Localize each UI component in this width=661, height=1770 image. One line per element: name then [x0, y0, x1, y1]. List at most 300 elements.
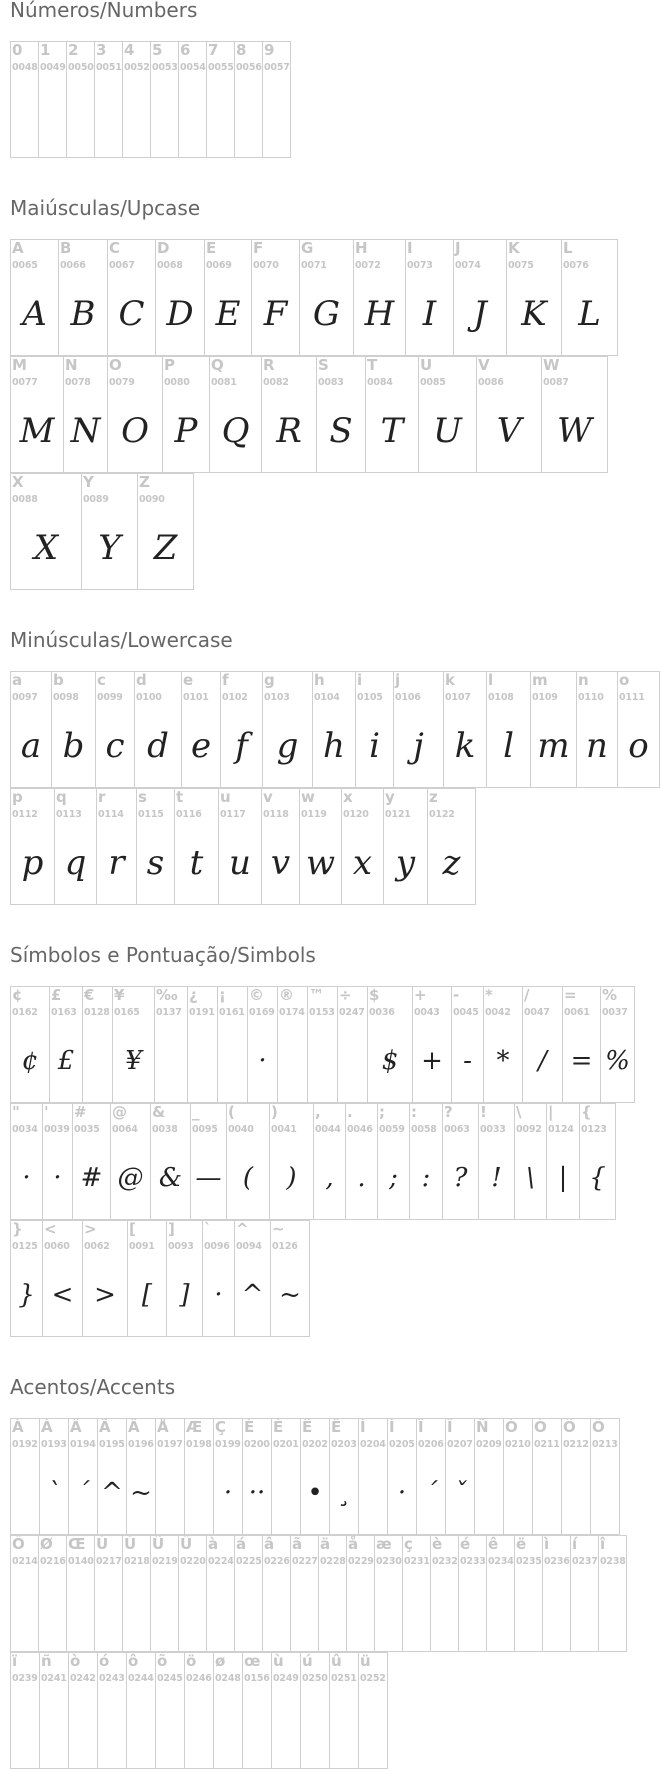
- character-label: Õ: [592, 1418, 605, 1436]
- character-label: <: [44, 1220, 57, 1238]
- glyph-cell: [181, 671, 221, 788]
- character-code: 0053: [152, 62, 178, 73]
- character-label: Ö: [12, 1535, 25, 1553]
- character-label: œ: [244, 1652, 261, 1670]
- glyph-cell: [541, 356, 608, 473]
- character-code: 0116: [176, 809, 202, 820]
- glyph-sample: z: [442, 843, 461, 883]
- glyph-cell: [204, 239, 252, 356]
- character-code: 0174: [279, 1007, 305, 1018]
- glyph-sample: <: [51, 1280, 74, 1310]
- character-code: 0102: [222, 692, 248, 703]
- glyph-cell: [150, 41, 179, 158]
- glyph-cell: [277, 986, 308, 1103]
- character-label: d: [136, 671, 147, 689]
- character-code: 0203: [331, 1439, 357, 1450]
- glyph-cell: [514, 1103, 547, 1220]
- glyph-sample: [599, 1580, 626, 1640]
- character-code: 0244: [128, 1673, 154, 1684]
- glyph-sample: [185, 1463, 213, 1523]
- glyph-sample: *: [496, 1046, 510, 1076]
- character-code: 0041: [271, 1124, 297, 1135]
- character-code: 0224: [208, 1556, 234, 1567]
- glyph-sample: g: [276, 726, 299, 766]
- character-code: 0107: [445, 692, 471, 703]
- character-code: 0248: [215, 1673, 241, 1684]
- glyph-sample: [188, 1031, 217, 1091]
- character-code: 0035: [74, 1124, 100, 1135]
- glyph-cell: [234, 1220, 271, 1337]
- character-label: Û: [152, 1535, 165, 1553]
- glyph-sample: N: [70, 411, 101, 451]
- glyph-cell: [590, 1418, 620, 1535]
- glyph-sample: }: [18, 1280, 35, 1310]
- character-code: 0094: [236, 1241, 262, 1252]
- glyph-sample: (: [242, 1163, 254, 1193]
- character-label: í: [572, 1535, 578, 1553]
- glyph-cell: [42, 1103, 73, 1220]
- character-label: Ê: [302, 1418, 313, 1436]
- glyph-sample: @: [117, 1163, 144, 1193]
- glyph-cell: [247, 986, 278, 1103]
- glyph-cell: [483, 986, 523, 1103]
- glyph-cell: [313, 1103, 346, 1220]
- glyph-cell: [476, 356, 542, 473]
- glyph-sample: O: [121, 411, 149, 451]
- glyph-sample: [40, 1697, 68, 1757]
- glyph-cell: [530, 671, 577, 788]
- character-label: +: [414, 986, 427, 1004]
- glyph-cell: [251, 239, 300, 356]
- character-code: 0214: [12, 1556, 38, 1567]
- glyph-cell: [318, 1535, 347, 1652]
- character-code: 0092: [516, 1124, 542, 1135]
- glyph-sample: [338, 1031, 367, 1091]
- glyph-cell: [522, 986, 563, 1103]
- character-code: 0198: [186, 1439, 212, 1450]
- glyph-cell: [316, 356, 366, 473]
- character-code: 0114: [98, 809, 124, 820]
- glyph-cell: [262, 1535, 291, 1652]
- character-label: ò: [70, 1652, 81, 1670]
- character-code: 0225: [236, 1556, 262, 1567]
- character-label: K: [508, 239, 520, 257]
- glyph-cell: [10, 788, 55, 905]
- character-code: 0238: [600, 1556, 626, 1567]
- glyph-cell: [337, 986, 368, 1103]
- glyph-sample: o: [628, 726, 649, 766]
- character-label: E: [206, 239, 217, 257]
- character-label: ñ: [41, 1652, 52, 1670]
- character-code: 0104: [314, 692, 340, 703]
- glyph-cell: [184, 1418, 214, 1535]
- glyph-sample: `: [47, 1478, 61, 1508]
- accents-row-1: [10, 1418, 620, 1535]
- glyph-cell: [155, 1652, 185, 1769]
- glyph-sample: Z: [153, 528, 178, 568]
- glyph-sample: l: [503, 726, 514, 766]
- character-label: :: [411, 1103, 417, 1121]
- character-code: 0239: [12, 1673, 38, 1684]
- character-code: 0218: [124, 1556, 150, 1567]
- glyph-sample: [156, 1463, 184, 1523]
- character-label: Ô: [563, 1418, 576, 1436]
- glyph-sample: ?: [453, 1163, 468, 1193]
- character-code: 0077: [12, 377, 38, 388]
- glyph-sample: H: [364, 294, 395, 334]
- glyph-sample: ¸: [337, 1478, 351, 1508]
- glyph-cell: [355, 671, 394, 788]
- character-label: ì: [544, 1535, 550, 1553]
- character-code: 0205: [389, 1439, 415, 1450]
- glyph-sample: [67, 1580, 94, 1640]
- character-label: q: [56, 788, 67, 806]
- character-label: r: [98, 788, 106, 806]
- character-label: ;: [379, 1103, 385, 1121]
- character-code: 0083: [318, 377, 344, 388]
- character-code: 0098: [53, 692, 79, 703]
- character-code: 0211: [534, 1439, 560, 1450]
- glyph-cell: [174, 788, 219, 905]
- glyph-sample: [123, 1580, 150, 1640]
- character-label: C: [109, 239, 121, 257]
- glyph-cell: [66, 41, 95, 158]
- glyph-cell: [10, 986, 50, 1103]
- glyph-sample: [98, 1697, 126, 1757]
- glyph-cell: [166, 1220, 203, 1337]
- glyph-sample: ´: [424, 1478, 438, 1508]
- glyph-sample: [330, 1697, 358, 1757]
- glyph-sample: a: [20, 726, 42, 766]
- glyph-cell: [178, 1535, 207, 1652]
- character-code: 0097: [12, 692, 38, 703]
- character-code: 0091: [129, 1241, 155, 1252]
- character-label: M: [12, 356, 27, 374]
- character-label: W: [543, 356, 560, 374]
- character-label: Ì: [360, 1418, 366, 1436]
- character-label: Y: [83, 473, 94, 491]
- glyph-sample: ,: [325, 1163, 334, 1193]
- glyph-cell: [307, 986, 338, 1103]
- character-code: 0216: [40, 1556, 66, 1567]
- character-code: 0056: [236, 62, 262, 73]
- character-code: 0047: [524, 1007, 550, 1018]
- glyph-sample: L: [578, 294, 601, 334]
- glyph-sample: ~: [279, 1280, 301, 1310]
- glyph-sample: M: [19, 411, 55, 451]
- lowercase-row-1: [10, 671, 660, 788]
- character-code: 0060: [44, 1241, 70, 1252]
- character-label: õ: [157, 1652, 168, 1670]
- glyph-cell: [97, 1652, 127, 1769]
- character-label: ö: [186, 1652, 197, 1670]
- character-label: á: [236, 1535, 247, 1553]
- character-code: 0241: [41, 1673, 67, 1684]
- character-label: Ø: [40, 1535, 53, 1553]
- character-code: 0137: [156, 1007, 182, 1018]
- character-label: w: [301, 788, 315, 806]
- character-code: 0096: [204, 1241, 230, 1252]
- character-code: 0063: [444, 1124, 470, 1135]
- character-label: é: [460, 1535, 471, 1553]
- character-label: â: [264, 1535, 275, 1553]
- glyph-sample: [235, 1580, 262, 1640]
- glyph-cell: [38, 1535, 67, 1652]
- glyph-sample: [155, 1031, 187, 1091]
- character-label: =: [564, 986, 577, 1004]
- glyph-cell: [58, 239, 108, 356]
- glyph-sample: [562, 1463, 590, 1523]
- character-code: 0080: [164, 377, 190, 388]
- glyph-sample: [69, 1697, 97, 1757]
- character-code: 0212: [563, 1439, 589, 1450]
- glyph-sample: [179, 86, 206, 146]
- character-label: Å: [157, 1418, 169, 1436]
- character-code: 0246: [186, 1673, 212, 1684]
- character-label: 4: [124, 41, 135, 59]
- character-code: 0048: [12, 62, 38, 73]
- glyph-cell: [427, 788, 476, 905]
- glyph-cell: [154, 986, 188, 1103]
- glyph-sample: [11, 86, 38, 146]
- glyph-cell: [412, 986, 452, 1103]
- character-label: Î: [418, 1418, 424, 1436]
- character-code: 0199: [215, 1439, 241, 1450]
- section-title-lowercase: Minúsculas/Lowercase: [10, 628, 233, 652]
- character-label: u: [220, 788, 231, 806]
- glyph-sample: [39, 1580, 66, 1640]
- glyph-sample: m: [537, 726, 570, 766]
- glyph-sample: [301, 1697, 329, 1757]
- character-code: 0059: [379, 1124, 405, 1135]
- glyph-sample: [403, 1580, 430, 1640]
- character-code: 0069: [206, 260, 232, 271]
- glyph-sample: u: [229, 843, 251, 883]
- character-label: $: [369, 986, 380, 1004]
- glyph-cell: [290, 1535, 319, 1652]
- character-label: ?: [444, 1103, 453, 1121]
- character-label: ,: [315, 1103, 321, 1121]
- glyph-sample: [272, 1463, 300, 1523]
- glyph-cell: [261, 356, 317, 473]
- glyph-sample: W: [557, 411, 592, 451]
- character-code: 0228: [320, 1556, 346, 1567]
- character-label: 8: [236, 41, 247, 59]
- character-code: 0197: [157, 1439, 183, 1450]
- character-label: Ù: [96, 1535, 109, 1553]
- glyph-sample: [156, 1697, 184, 1757]
- character-label: G: [301, 239, 314, 257]
- glyph-sample: t: [189, 843, 204, 883]
- character-label: À: [12, 1418, 24, 1436]
- glyph-sample: ^: [101, 1478, 123, 1508]
- character-label: H: [355, 239, 368, 257]
- glyph-sample: ~: [130, 1478, 152, 1508]
- glyph-sample: k: [454, 726, 476, 766]
- character-label: î: [600, 1535, 606, 1553]
- character-code: 0055: [208, 62, 234, 73]
- character-code: 0206: [418, 1439, 444, 1450]
- character-label: 0: [12, 41, 23, 59]
- character-code: 0074: [455, 260, 481, 271]
- glyph-sample: +: [421, 1046, 443, 1076]
- character-label: R: [263, 356, 275, 374]
- glyph-cell: [300, 1652, 330, 1769]
- character-code: 0232: [432, 1556, 458, 1567]
- character-code: 0217: [96, 1556, 122, 1567]
- glyph-sample: v: [270, 843, 291, 883]
- glyph-cell: [107, 356, 163, 473]
- character-code: 0243: [99, 1673, 125, 1684]
- character-label: Z: [139, 473, 150, 491]
- glyph-cell: [269, 1103, 314, 1220]
- glyph-sample: [504, 1463, 532, 1523]
- character-code: 0086: [478, 377, 504, 388]
- character-code: 0066: [60, 260, 86, 271]
- character-label: Â: [70, 1418, 82, 1436]
- upcase-row-3: [10, 473, 194, 590]
- character-code: 0245: [157, 1673, 183, 1684]
- character-code: 0040: [228, 1124, 254, 1135]
- character-code: 0036: [369, 1007, 395, 1018]
- glyph-sample: [459, 1580, 486, 1640]
- character-label: ‰: [156, 986, 178, 1004]
- character-code: 0101: [183, 692, 209, 703]
- character-code: 0095: [192, 1124, 218, 1135]
- character-label: ": [12, 1103, 20, 1121]
- character-label: |: [548, 1103, 554, 1121]
- glyph-cell: [542, 1535, 571, 1652]
- glyph-cell: [329, 1652, 359, 1769]
- glyph-cell: [206, 1535, 235, 1652]
- character-label: n: [578, 671, 589, 689]
- character-label: z: [429, 788, 438, 806]
- character-code: 0140: [68, 1556, 94, 1567]
- character-label: .: [347, 1103, 353, 1121]
- glyph-sample: [11, 1697, 39, 1757]
- glyph-cell: [10, 1418, 40, 1535]
- character-label: &: [152, 1103, 166, 1121]
- character-code: 0193: [41, 1439, 67, 1450]
- character-label: ]: [168, 1220, 175, 1238]
- character-label: ü: [360, 1652, 371, 1670]
- character-label: i: [357, 671, 363, 689]
- character-code: 0162: [12, 1007, 38, 1018]
- character-label: å: [348, 1535, 359, 1553]
- symbols-row-2: [10, 1103, 616, 1220]
- character-label: >: [84, 1220, 97, 1238]
- character-label: Á: [41, 1418, 53, 1436]
- character-code: 0165: [114, 1007, 140, 1018]
- character-code: 0062: [84, 1241, 110, 1252]
- character-code: 0123: [581, 1124, 607, 1135]
- character-code: 0200: [244, 1439, 270, 1450]
- glyph-cell: [38, 41, 67, 158]
- glyph-sample: |: [558, 1163, 568, 1193]
- glyph-sample: [207, 86, 234, 146]
- glyph-sample: ·: [397, 1478, 407, 1508]
- character-code: 0169: [249, 1007, 275, 1018]
- glyph-sample: f: [235, 726, 248, 766]
- glyph-sample: .: [357, 1163, 366, 1193]
- character-label: è: [432, 1535, 443, 1553]
- character-code: 0105: [357, 692, 383, 703]
- character-code: 0252: [360, 1673, 386, 1684]
- glyph-sample: ˇ: [453, 1478, 467, 1508]
- glyph-cell: [600, 986, 635, 1103]
- glyph-cell: [374, 1535, 403, 1652]
- symbols-row-1: [10, 986, 635, 1103]
- glyph-cell: [54, 788, 97, 905]
- character-code: 0054: [180, 62, 206, 73]
- glyph-sample: &: [158, 1163, 183, 1193]
- glyph-sample: ·: [53, 1163, 62, 1193]
- glyph-sample: V: [496, 411, 522, 451]
- glyph-cell: [367, 986, 413, 1103]
- character-code: 0118: [263, 809, 289, 820]
- glyph-sample: ··: [248, 1478, 266, 1508]
- glyph-cell: [486, 1535, 515, 1652]
- glyph-sample: [207, 1580, 234, 1640]
- character-code: 0084: [367, 377, 393, 388]
- glyph-cell: [451, 986, 484, 1103]
- glyph-sample: [571, 1580, 598, 1640]
- character-label: Ï: [447, 1418, 453, 1436]
- character-code: 0115: [138, 809, 164, 820]
- character-label: p: [12, 788, 23, 806]
- glyph-sample: [487, 1580, 514, 1640]
- glyph-cell: [514, 1535, 543, 1652]
- glyph-sample: #: [80, 1163, 103, 1193]
- character-code: 0081: [211, 377, 237, 388]
- glyph-sample: ¥: [125, 1046, 142, 1076]
- character-label: £: [51, 986, 62, 1004]
- character-label: k: [445, 671, 455, 689]
- character-label: h: [314, 671, 325, 689]
- glyph-sample: [243, 1697, 271, 1757]
- glyph-cell: [218, 788, 262, 905]
- character-label: a: [12, 671, 23, 689]
- character-code: 0207: [447, 1439, 473, 1450]
- glyph-cell: [478, 1103, 515, 1220]
- section-title-symbols: Símbolos e Pontuação/Simbols: [10, 943, 316, 967]
- character-label: û: [331, 1652, 342, 1670]
- character-code: 0070: [253, 260, 279, 271]
- character-label: ë: [516, 1535, 527, 1553]
- glyph-cell: [39, 1418, 69, 1535]
- character-label: P: [164, 356, 175, 374]
- character-code: 0033: [480, 1124, 506, 1135]
- section-title-numbers: Números/Numbers: [10, 0, 198, 22]
- glyph-cell: [377, 1103, 410, 1220]
- glyph-cell: [187, 986, 218, 1103]
- character-label: #: [74, 1103, 87, 1121]
- glyph-cell: [270, 1220, 310, 1337]
- glyph-cell: [576, 671, 618, 788]
- character-label: Ó: [534, 1418, 547, 1436]
- glyph-sample: ·: [258, 1046, 267, 1076]
- character-label: Œ: [68, 1535, 86, 1553]
- character-label: ã: [292, 1535, 303, 1553]
- character-code: 0124: [548, 1124, 574, 1135]
- glyph-cell: [458, 1535, 487, 1652]
- glyph-sample: [431, 1580, 458, 1640]
- glyph-cell: [122, 41, 151, 158]
- glyph-cell: [190, 1103, 227, 1220]
- character-code: 0204: [360, 1439, 386, 1450]
- lowercase-row-2: [10, 788, 476, 905]
- character-code: 0103: [264, 692, 290, 703]
